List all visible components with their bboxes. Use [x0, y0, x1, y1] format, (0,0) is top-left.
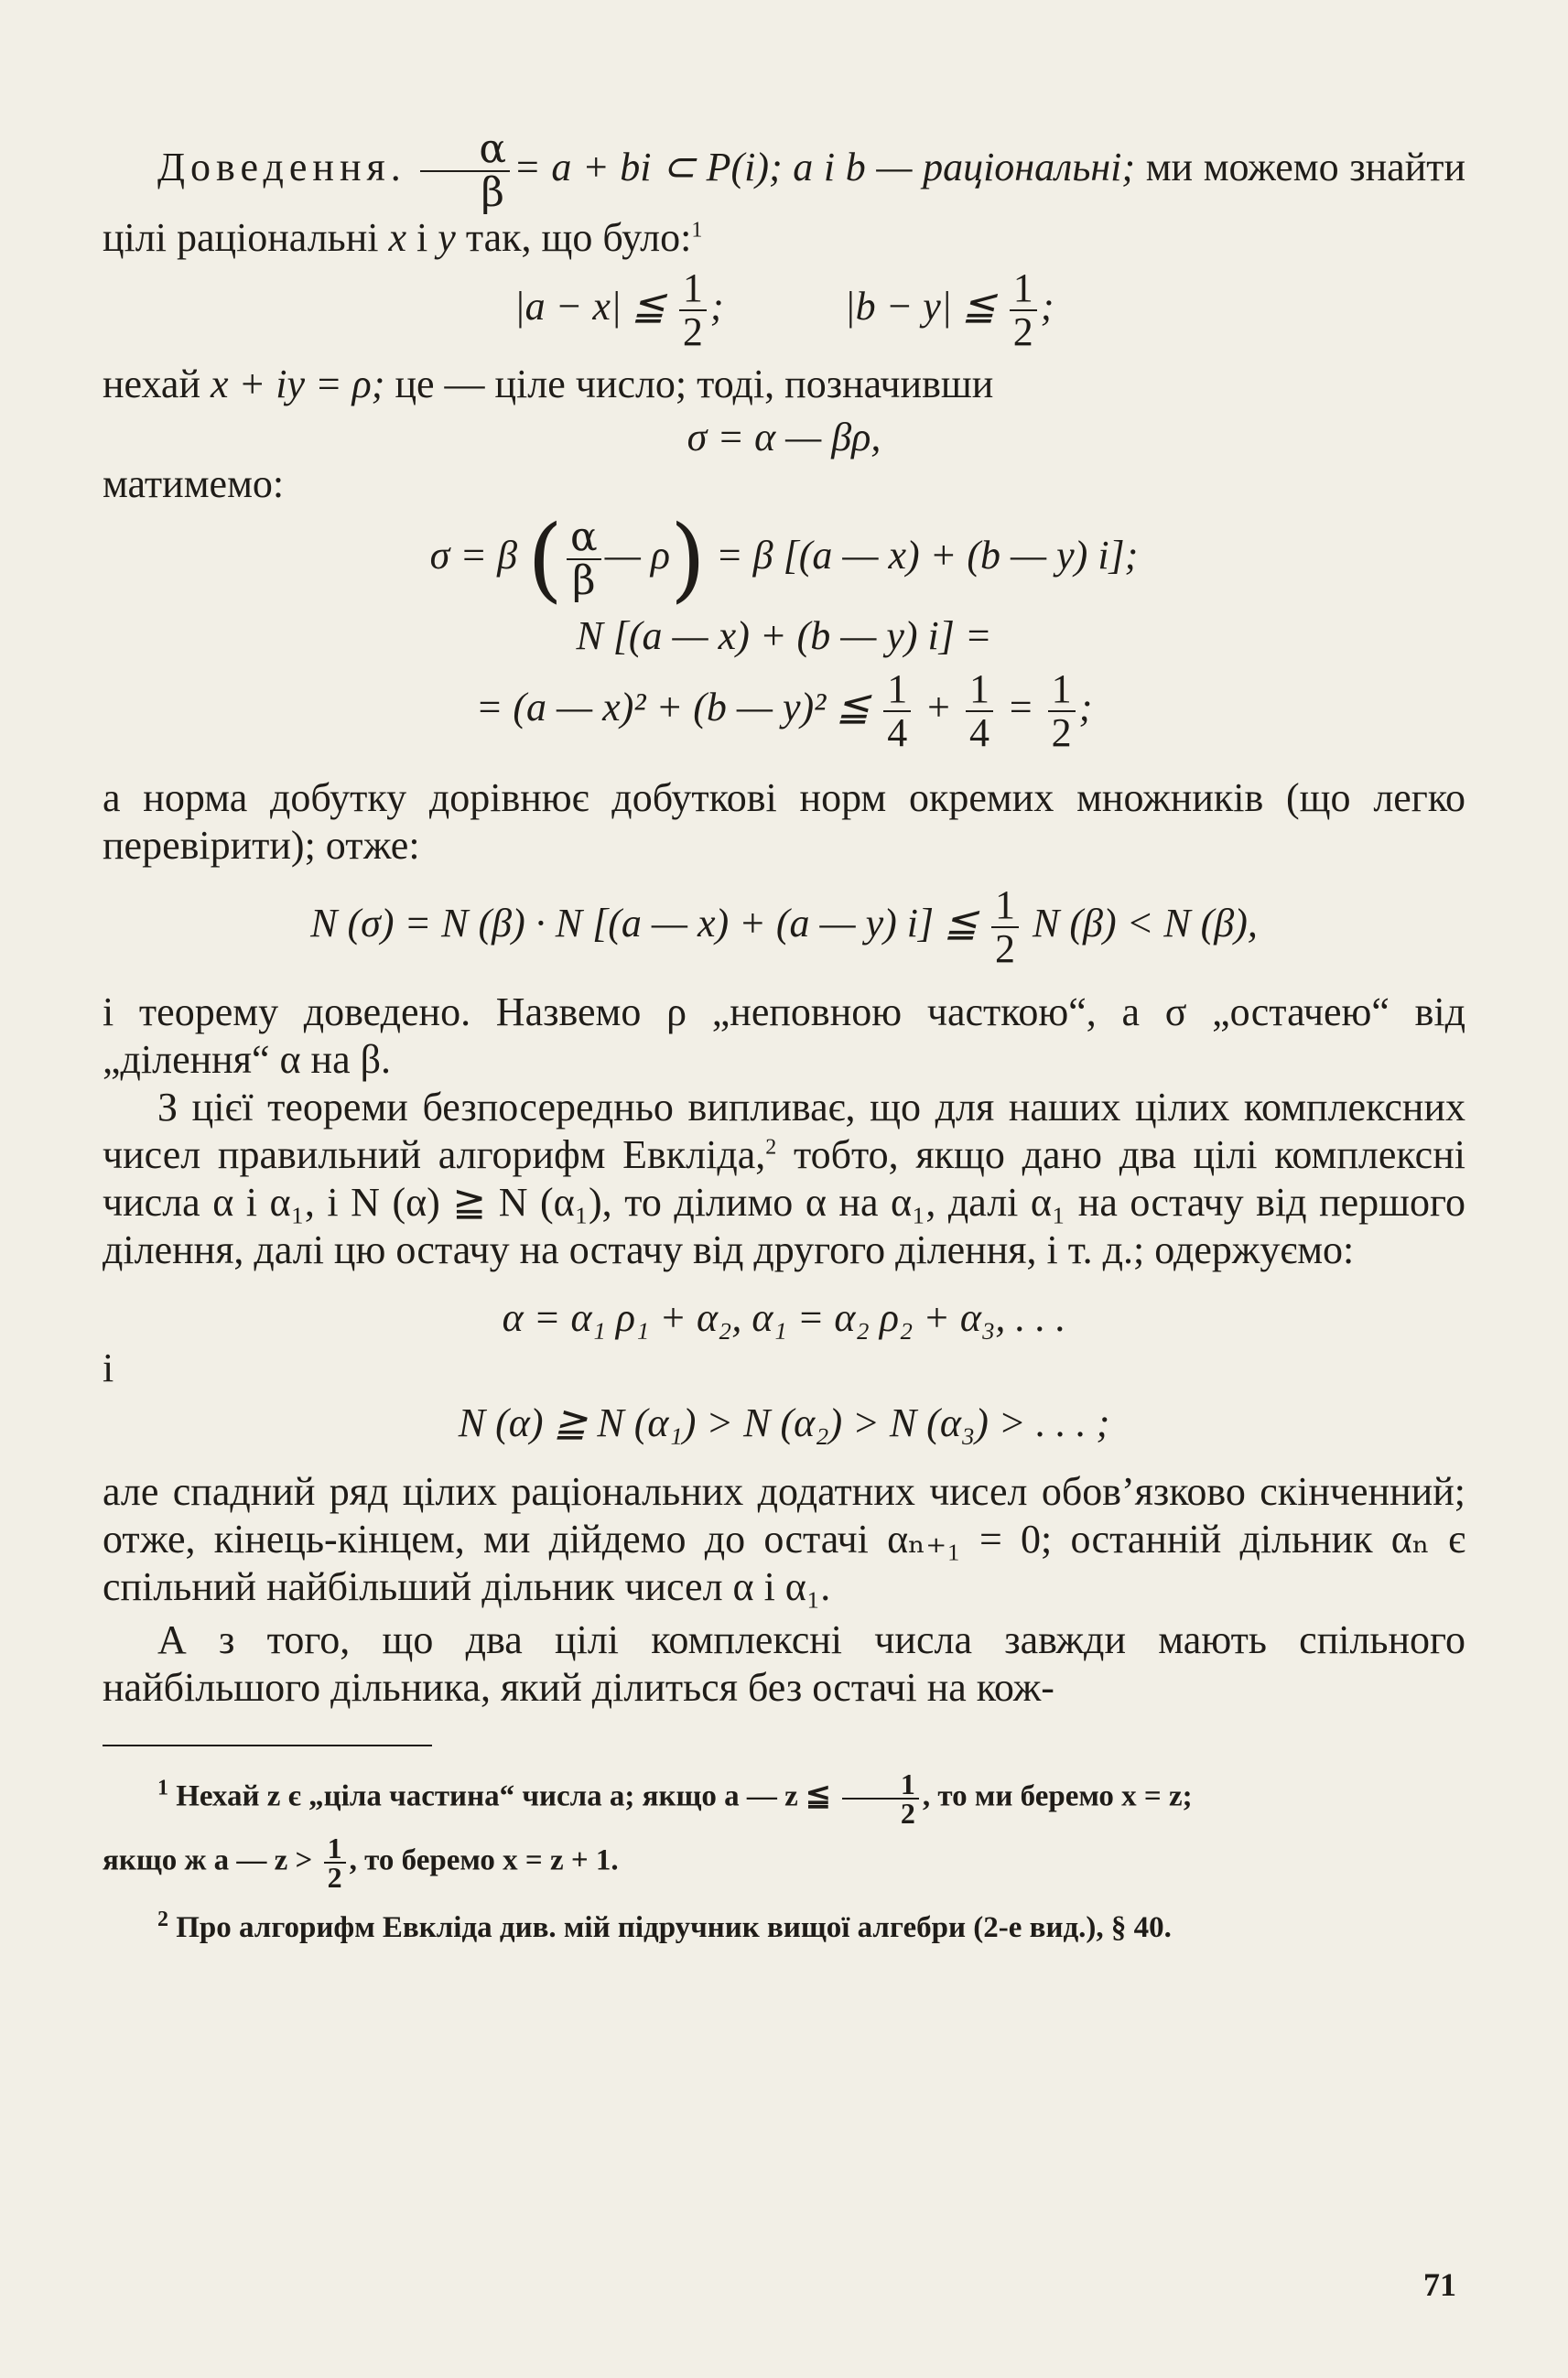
footnote-2: $^2$ Про алгорифм Евкліда див. мій підручник вищої алгебри (2-е вид.), § 40. [157, 1908, 1172, 1944]
descending-series-paragraph: але спадний ряд цілих раціональних додатних чисел обов’язково скінченний; отже, кінець-кінцем, ми дійдемо до остачі αₙ₊₁ = 0; останній дільник αₙ є спільний найбільший дільник чисел α і α₁. [103, 1469, 1465, 1609]
footnote-divider [103, 1745, 432, 1746]
norm-equation-1: N [(a — x) + (b — y) i] = [576, 613, 992, 658]
text-matymemo: матимемо: [103, 461, 285, 506]
norm-equation-2: = (a — x)² + (b — y)² ≦ $\frac{1}{4}$ + $\frac{1}{4}$ = $\frac{1}{2}$ ; [475, 666, 1093, 755]
proof-text-b: так, що було: [465, 215, 692, 260]
footnote-1: $^1$ Нехай z є „ціла частина“ числа a; якщо a — z ≦ $\frac{1}{2}$ , то ми беремо x = z; [157, 1767, 1193, 1830]
norm-chain: N (α) ≧ N (α₁) > N (α₂) > N (α₃) > . . . ; [458, 1400, 1110, 1445]
footnote-ref-1[interactable]: 1 [691, 218, 703, 243]
rho-definition: нехай x + iy = ρ; це — ціле число; тоді, позначивши [103, 362, 994, 406]
bound-inequalities: |a − x| ≦ $\frac{1}{2}$ ; |b − y| ≦ $\frac{1}{2}$ ; [514, 265, 1054, 354]
sigma-definition: σ = α — βρ, [687, 415, 881, 459]
euclid-paragraph: З цієї теореми безпосередньо випливає, що для наших цілих комплексних чисел правильний алгорифм Евкліда,$^2$ тобто, якщо дано два цілі комплексні числа α і α₁, і N (α) ≧ N (α₁), то ділимо α на α₁, далі α₁ на остачу від першого ділення, далі цю остачу на остачу від другого ділення, і т. д.; одержуємо: [103, 1085, 1465, 1272]
page-number: 71 [1423, 2266, 1456, 2303]
proof-paragraph: Доведення. $\frac{\alpha}{\beta}$ = a + bi ⊂ P(i); a і b — раціональні; ми можемо знайти цілі раціональні x і y так, що було:$^1$ [103, 125, 1466, 260]
footnote-ref-2[interactable]: 2 [765, 1135, 777, 1160]
footnote-1-cont: якщо ж a — z > $\frac{1}{2}$ , то беремо x = z + 1. [103, 1832, 619, 1894]
eq1-tail: = a + bi ⊂ P(i); [514, 145, 783, 190]
euclid-equations: α = α₁ ρ₁ + α₂, α₁ = α₂ ρ₂ + α₃, . . . [502, 1295, 1066, 1340]
gcd-paragraph: А з того, що два цілі комплексні числа завжди мають спільного найбільшого дільника, який ділиться без остачі на кож- [103, 1617, 1465, 1710]
proof-text-a: ми можемо знайти цілі раціональні [103, 145, 1466, 260]
norm-inequality: N (σ) = N (β) · N [(a — x) + (a — y) i] ≦ $\frac{1}{2}$ N (β) < N (β), [310, 882, 1258, 971]
eq1-words: a і b — раціональні; [793, 145, 1136, 190]
alpha-over-beta: $\frac{\alpha}{\beta}$ [420, 128, 510, 214]
norm-product-paragraph: а норма добутку дорівнює добуткові норм окремих множників (що легко перевірити); отже: [103, 775, 1465, 868]
proof-lead: Доведення. [157, 145, 406, 190]
sigma-equation: σ = β ( $\frac{\alpha}{\beta}$ — ρ) = β [(a — x) + (b — y) i]; [429, 505, 1139, 612]
theorem-proved-paragraph: і теорему доведено. Назвемо ρ „неповною часткою“, а σ „остачею“ від „ділення“ α на β. [103, 989, 1465, 1082]
word-i: і [103, 1346, 114, 1390]
